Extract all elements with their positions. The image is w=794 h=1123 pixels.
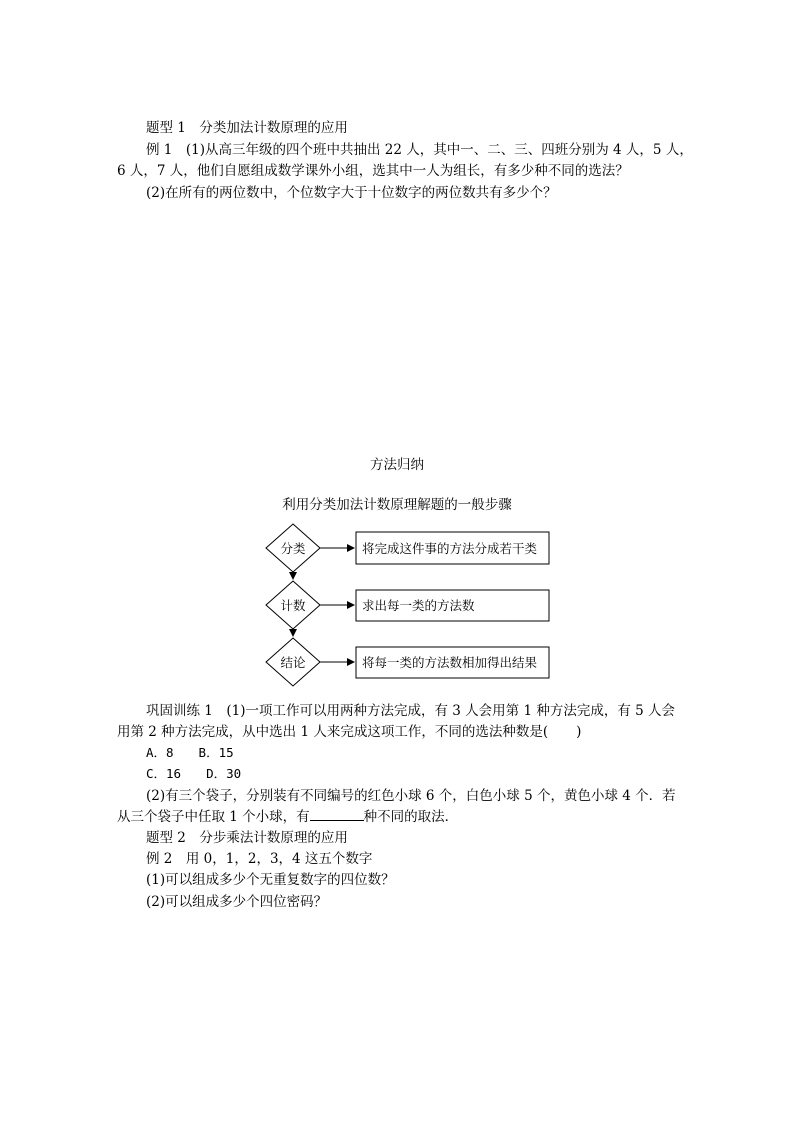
practice1-q2-line2 — [117, 808, 458, 826]
flow-step-3 — [266, 638, 549, 686]
fill-in-blank[interactable] — [310, 808, 364, 821]
flow-step-text: 将每一类的方法数相加得出结果 — [362, 655, 538, 670]
method-title: 方法归纳 — [370, 457, 424, 473]
flow-step-1 — [266, 524, 549, 572]
q2-line2-end: 种不同的取法． — [363, 809, 459, 825]
flow-step-text: 求出每一类的方法数 — [362, 598, 475, 613]
example2-line1: 例 2 用 0，1，2，3，4 这五个数字 — [146, 851, 373, 867]
flow-step-label: 分类 — [280, 541, 306, 556]
example1-line3: (2)在所有的两位数中，个位数字大于十位数字的两位数共有多少个？ — [146, 185, 557, 201]
practice1-q2-line1: (2)有三个袋子，分别装有不同编号的红色小球 6 个，白色小球 5 个，黄色小球 4 个．若 — [146, 788, 676, 804]
practice1-line1: 巩固训练 1 (1)一项工作可以用两种方法完成，有 3 人会用第 1 种方法完成，有 5 人会 — [146, 703, 676, 719]
example1-line1: 例 1 (1)从高三年级的四个班中共抽出 22 人，其中一、二、三、四班分别为 4 人，5 人， — [146, 142, 693, 158]
practice1-line2-end: ) — [576, 724, 582, 740]
options-row2: C．16 D．30 — [146, 766, 242, 781]
example2-line2: (1)可以组成多少个无重复数字的四位数？ — [146, 872, 395, 888]
flow-step-label: 结论 — [280, 655, 306, 670]
method-subtitle: 利用分类加法计数原理解题的一般步骤 — [282, 497, 512, 513]
options-row1: A．8 B．15 — [146, 745, 234, 760]
practice1-line2 — [117, 723, 581, 741]
example2-line3: (2)可以组成多少个四位密码？ — [146, 894, 328, 910]
section1-heading: 题型 1 分类加法计数原理的应用 — [146, 120, 348, 136]
example1-line2: 6 人，7 人，他们自愿组成数学课外小组，选其中一人为组长，有多少种不同的选法？ — [117, 163, 629, 179]
q2-line2-start: 从三个袋子中任取 1 个小球，有 — [117, 809, 310, 825]
flow-step-label: 计数 — [280, 598, 306, 613]
flow-step-text: 将完成这件事的方法分成若干类 — [362, 541, 538, 556]
practice1-line2-text: 用第 2 种方法完成，从中选出 1 人来完成这项工作，不同的选法种数是( — [117, 724, 549, 740]
flow-step-2 — [266, 581, 549, 629]
section2-heading: 题型 2 分步乘法计数原理的应用 — [146, 830, 348, 846]
